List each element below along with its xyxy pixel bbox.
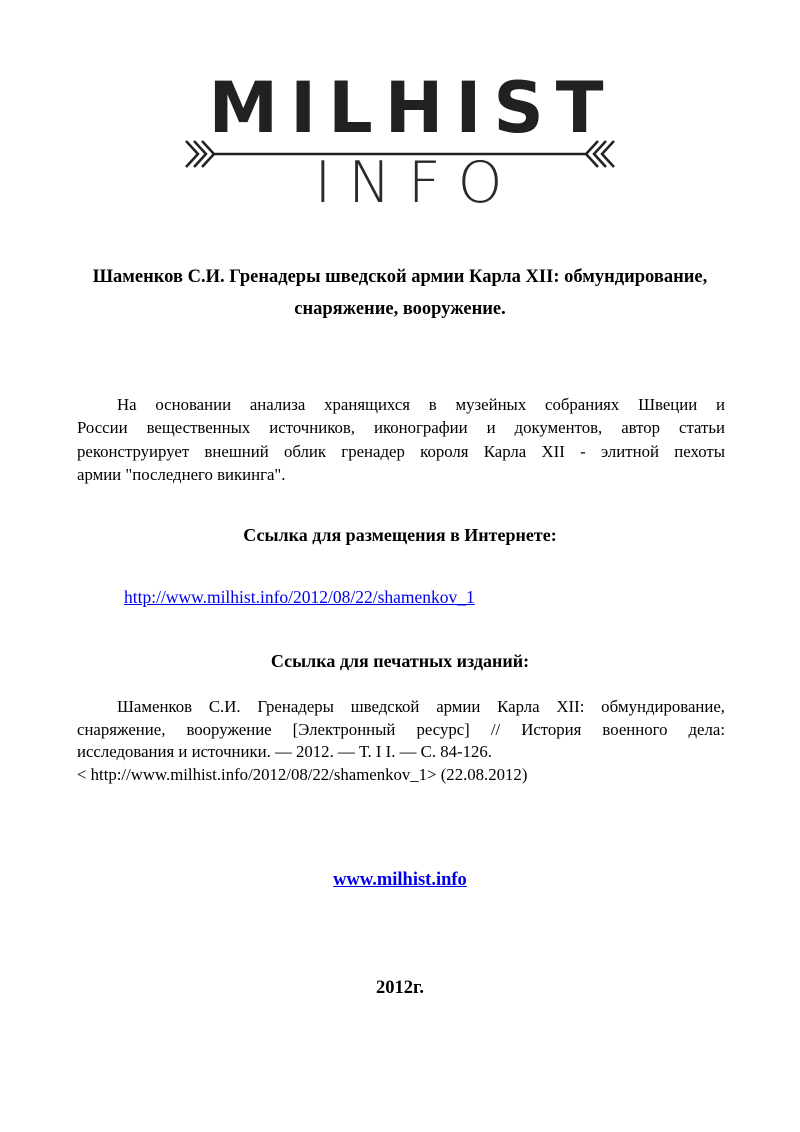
citation-line: исследования и источники. — 2012. — Т. I I. — С. 84-126. — [77, 742, 492, 762]
article-title-line-2: снаряжение, вооружение. — [294, 299, 506, 319]
abstract-paragraph — [77, 393, 725, 487]
citation-line: снаряжение, вооружение [Электронный ресурс] // История военного дела: — [77, 719, 725, 739]
footer-site-link-wrap — [0, 870, 800, 891]
abstract-line: На основании анализа хранящихся в музейных собраниях Швеции и — [117, 395, 725, 414]
citation-paragraph — [77, 696, 725, 786]
citation-line: < http://www.milhist.info/2012/08/22/shamenkov_1> (22.08.2012) — [77, 764, 528, 784]
logo-wordmark: MILHIST — [208, 67, 616, 149]
print-link-heading: Ссылка для печатных изданий: — [270, 651, 530, 671]
abstract-line: реконструирует внешний облик гренадер короля Карла XII - элитной пехоты — [77, 441, 725, 461]
abstract-line: армии "последнего викинга". — [77, 465, 286, 485]
article-url-link[interactable]: http://www.milhist.info/2012/08/22/shamenkov_1 — [124, 587, 475, 607]
article-title-line-1: Шаменков С.И. Гренадеры шведской армии Карла XII: обмундирование, — [92, 267, 708, 287]
publication-year: 2012г. — [376, 978, 424, 998]
citation-line: Шаменков С.И. Гренадеры шведской армии Карла XII: обмундирование, — [117, 697, 725, 716]
internet-link-heading: Ссылка для размещения в Интернете: — [243, 525, 557, 545]
abstract-line: России вещественных источников, иконографии и документов, автор статьи — [77, 418, 725, 438]
article-title — [76, 261, 724, 325]
logo-subtitle: INFO — [314, 150, 520, 216]
site-url-link[interactable]: www.milhist.info — [333, 870, 467, 890]
